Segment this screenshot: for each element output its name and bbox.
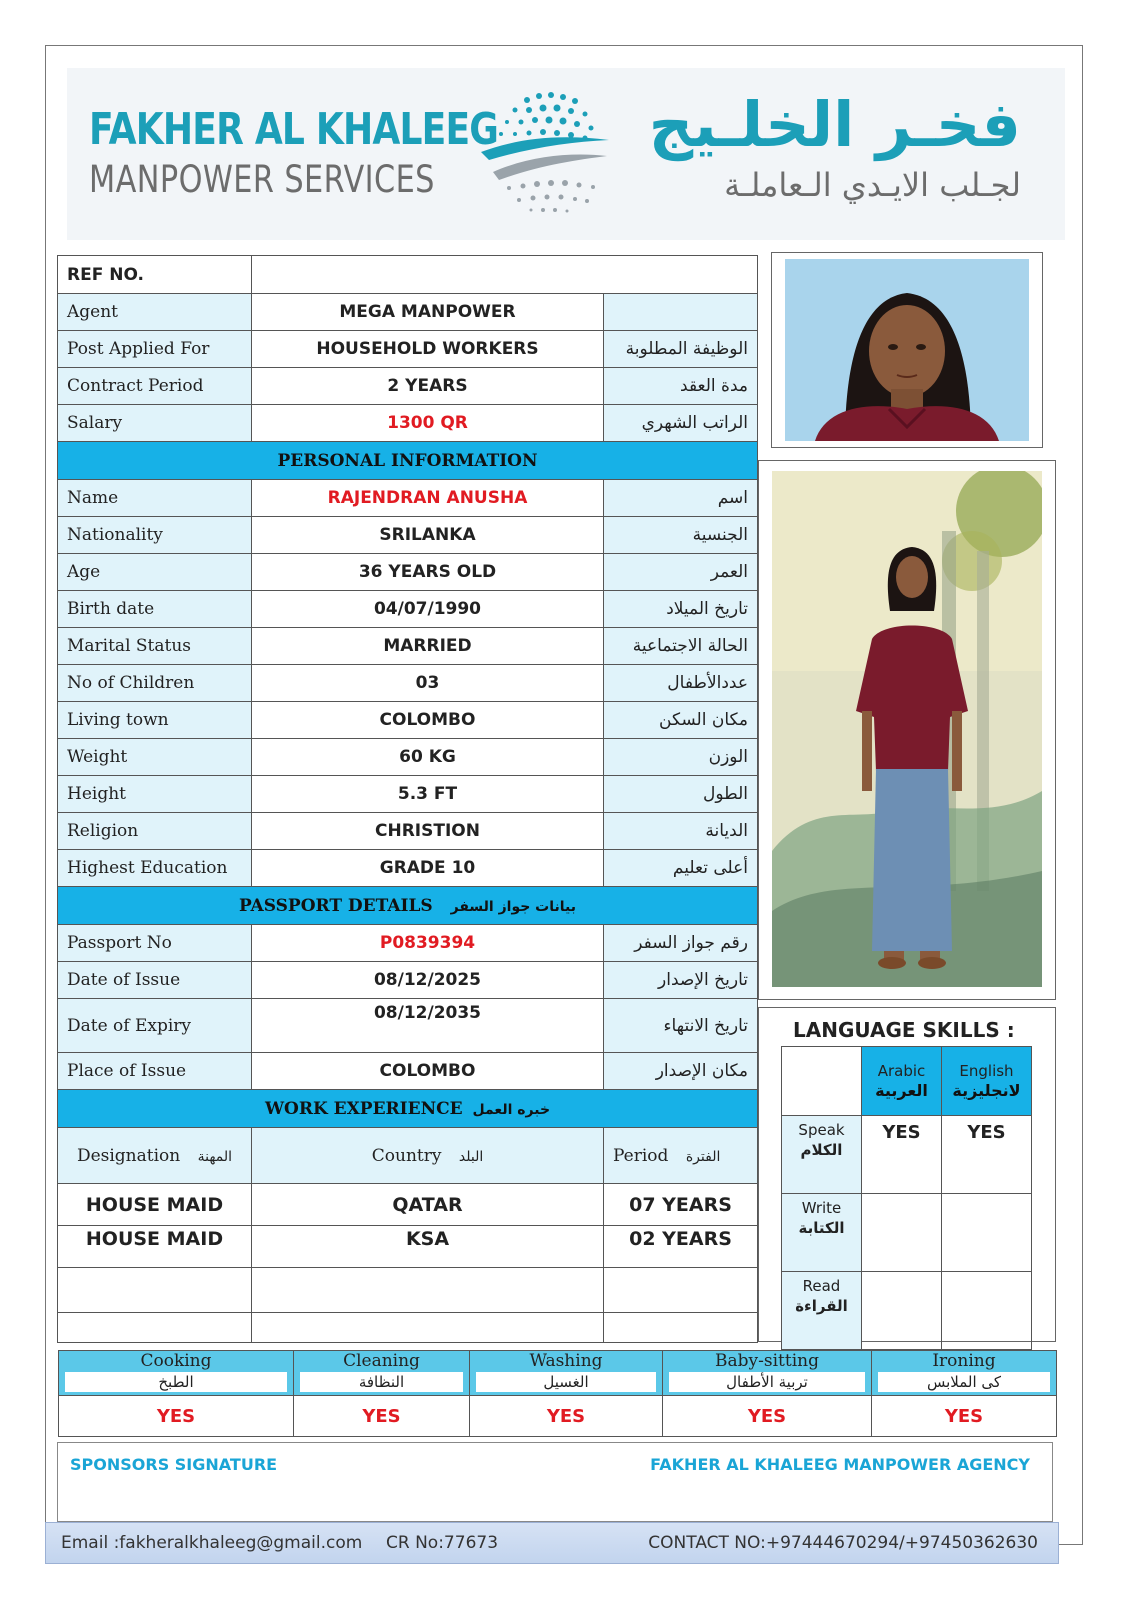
weight-label: Weight: [58, 739, 252, 776]
full-body-photo: [758, 460, 1056, 1000]
skill-cooking-ar: الطبخ: [65, 1372, 287, 1392]
work-header-row: [58, 1128, 758, 1184]
section-header: [58, 887, 758, 925]
table-row: [58, 1053, 758, 1090]
ref-value: [252, 256, 758, 294]
issue-date-value: 08/12/2025: [252, 962, 604, 999]
salary-value: 1300 QR: [252, 405, 604, 442]
table-row: [58, 962, 758, 999]
education-value: GRADE 10: [252, 850, 604, 887]
table-row: [58, 405, 758, 442]
table-row: [58, 925, 758, 962]
education-label-ar: أعلى تعليم: [604, 850, 758, 887]
children-label-ar: عددالأطفال: [604, 665, 758, 702]
read-label-ar: القراءة: [795, 1297, 848, 1315]
language-skills-box: [758, 1007, 1056, 1342]
table-row: [58, 1226, 758, 1268]
speak-label-ar: الكلام: [800, 1141, 843, 1159]
weight-label-ar: الوزن: [604, 739, 758, 776]
expiry-date-value: 08/12/2035: [252, 999, 604, 1053]
company-subtitle-ar: لجـلب الايـدي الـعاملـة: [724, 166, 1021, 204]
globe-logo-icon: [479, 86, 613, 222]
name-label: Name: [58, 480, 252, 517]
education-label: Highest Education: [58, 850, 252, 887]
nationality-value: SRILANKA: [252, 517, 604, 554]
designation-header: Designation: [76, 1145, 181, 1166]
table-row: [58, 517, 758, 554]
expiry-date-label: Date of Expiry: [58, 999, 252, 1053]
agent-label-ar: [604, 294, 758, 331]
salary-label: Salary: [58, 405, 252, 442]
read-arabic-value: [862, 1272, 942, 1350]
designation-header-ar: المهنة: [197, 1148, 233, 1165]
write-row-label: [782, 1194, 862, 1272]
empty-row: [58, 1268, 758, 1313]
english-header-en: English: [959, 1062, 1014, 1080]
age-value: 36 YEARS OLD: [252, 554, 604, 591]
arabic-column-header: [862, 1047, 942, 1116]
skill-babysitting-value: YES: [663, 1396, 872, 1437]
period-header: Period: [613, 1145, 669, 1166]
language-skills-title: LANGUAGE SKILLS :: [793, 1018, 1015, 1042]
skill-ironing-header: [872, 1351, 1057, 1396]
footer-bar: [45, 1522, 1059, 1564]
children-value: 03: [252, 665, 604, 702]
agent-label: Agent: [58, 294, 252, 331]
birthdate-label-ar: تاريخ الميلاد: [604, 591, 758, 628]
post-value: HOUSEHOLD WORKERS: [252, 331, 604, 368]
write-label-ar: الكتابة: [798, 1219, 845, 1237]
speak-arabic-value: YES: [862, 1116, 942, 1194]
agency-signature-label: FAKHER AL KHALEEG MANPOWER AGENCY: [650, 1455, 1030, 1474]
table-row: [58, 665, 758, 702]
table-row: [58, 554, 758, 591]
religion-value: CHRISTION: [252, 813, 604, 850]
arabic-header-en: Arabic: [877, 1062, 926, 1080]
skill-cleaning-header: [294, 1351, 470, 1396]
company-name-ar: فخـر الخلـيج: [648, 88, 1021, 161]
section-header: [58, 1090, 758, 1128]
table-row: [58, 813, 758, 850]
work-period: 07 YEARS: [604, 1184, 758, 1226]
footer-contact: CONTACT NO:+97444670294/+97450362630: [648, 1533, 1038, 1553]
write-english-value: [942, 1194, 1032, 1272]
company-header: [67, 68, 1065, 240]
post-label: Post Applied For: [58, 331, 252, 368]
skill-cooking-en: Cooking: [140, 1351, 212, 1371]
work-title-ar: خبره العمل: [472, 1101, 551, 1118]
country-header: Country: [371, 1145, 442, 1166]
table-row: [58, 1184, 758, 1226]
skill-ironing-en: Ironing: [932, 1351, 996, 1371]
place-issue-label: Place of Issue: [58, 1053, 252, 1090]
skill-washing-en: Washing: [529, 1351, 603, 1371]
marital-value: MARRIED: [252, 628, 604, 665]
birthdate-label: Birth date: [58, 591, 252, 628]
height-value: 5.3 FT: [252, 776, 604, 813]
skill-ironing-value: YES: [872, 1396, 1057, 1437]
ref-row: [58, 256, 758, 294]
work-country: QATAR: [252, 1184, 604, 1226]
read-english-value: [942, 1272, 1032, 1350]
skill-babysitting-en: Baby-sitting: [715, 1351, 819, 1371]
sponsor-signature-label: SPONSORS SIGNATURE: [70, 1455, 278, 1474]
work-country: KSA: [252, 1226, 604, 1268]
table-row: [58, 591, 758, 628]
table-row: [58, 702, 758, 739]
weight-value: 60 KG: [252, 739, 604, 776]
cv-table: [57, 255, 758, 1343]
table-row: [58, 739, 758, 776]
skills-table: [58, 1350, 1057, 1437]
contract-label: Contract Period: [58, 368, 252, 405]
skill-ironing-ar: کی الملابس: [878, 1372, 1050, 1392]
skill-cleaning-value: YES: [294, 1396, 470, 1437]
footer-email: Email :fakheralkhaleeg@gmail.com: [61, 1533, 363, 1553]
salary-label-ar: الراتب الشهري: [604, 405, 758, 442]
full-body-image: [772, 471, 1042, 987]
marital-label-ar: الحالة الاجتماعية: [604, 628, 758, 665]
write-arabic-value: [862, 1194, 942, 1272]
skill-washing-value: YES: [470, 1396, 663, 1437]
skill-cleaning-ar: النظافة: [300, 1372, 463, 1392]
portrait-image: [785, 259, 1029, 441]
passport-title: PASSPORT DETAILS: [239, 895, 433, 916]
children-label: No of Children: [58, 665, 252, 702]
write-label-en: Write: [801, 1199, 842, 1217]
religion-label: Religion: [58, 813, 252, 850]
work-section-title: [58, 1090, 758, 1128]
table-row: [58, 776, 758, 813]
empty-row: [58, 1313, 758, 1343]
place-issue-label-ar: مكان الإصدار: [604, 1053, 758, 1090]
skill-babysitting-header: [663, 1351, 872, 1396]
footer-cr-number: CR No:77673: [386, 1533, 499, 1553]
table-row: [58, 850, 758, 887]
language-corner-cell: [782, 1047, 862, 1116]
read-row-label: [782, 1272, 862, 1350]
passport-photo: [771, 252, 1043, 448]
marital-label: Marital Status: [58, 628, 252, 665]
passport-section-title: [58, 887, 758, 925]
speak-row-label: [782, 1116, 862, 1194]
town-label: Living town: [58, 702, 252, 739]
passport-no-value: P0839394: [252, 925, 604, 962]
name-label-ar: اسم: [604, 480, 758, 517]
skill-cooking-header: [59, 1351, 294, 1396]
height-label: Height: [58, 776, 252, 813]
issue-date-label-ar: تاريخ الإصدار: [604, 962, 758, 999]
company-name-en: FAKHER AL KHALEEG: [89, 104, 499, 155]
table-row: [58, 480, 758, 517]
age-label-ar: العمر: [604, 554, 758, 591]
period-header-ar: الفترة: [685, 1148, 721, 1165]
skill-cooking-value: YES: [59, 1396, 294, 1437]
english-column-header: [942, 1047, 1032, 1116]
contract-value: 2 YEARS: [252, 368, 604, 405]
post-label-ar: الوظيفة المطلوبة: [604, 331, 758, 368]
passport-no-label: Passport No: [58, 925, 252, 962]
skill-cleaning-en: Cleaning: [343, 1351, 420, 1371]
expiry-date-label-ar: تاريخ الانتهاء: [604, 999, 758, 1053]
issue-date-label: Date of Issue: [58, 962, 252, 999]
signature-box: [57, 1442, 1053, 1522]
language-table: [781, 1046, 1032, 1350]
speak-label-en: Speak: [798, 1121, 845, 1139]
english-header-ar: لانجليزية: [952, 1081, 1021, 1100]
skill-washing-header: [470, 1351, 663, 1396]
birthdate-value: 04/07/1990: [252, 591, 604, 628]
personal-info-title: PERSONAL INFORMATION: [58, 442, 758, 480]
passport-no-label-ar: رقم جواز السفر: [604, 925, 758, 962]
table-row: [58, 331, 758, 368]
read-label-en: Read: [802, 1277, 841, 1295]
nationality-label: Nationality: [58, 517, 252, 554]
table-row: [58, 628, 758, 665]
work-title: WORK EXPERIENCE: [264, 1098, 463, 1119]
agent-value: MEGA MANPOWER: [252, 294, 604, 331]
country-header-ar: البلد: [458, 1148, 484, 1165]
passport-title-ar: بيانات جواز السفر: [450, 898, 576, 915]
contract-label-ar: مدة العقد: [604, 368, 758, 405]
skill-babysitting-ar: تربية الأطفال: [669, 1372, 865, 1392]
religion-label-ar: الديانة: [604, 813, 758, 850]
place-issue-value: COLOMBO: [252, 1053, 604, 1090]
arabic-header-ar: العربية: [875, 1081, 928, 1100]
skill-washing-ar: الغسيل: [476, 1372, 656, 1392]
age-label: Age: [58, 554, 252, 591]
ref-label: REF NO.: [58, 256, 252, 294]
work-designation: HOUSE MAID: [58, 1226, 252, 1268]
work-period: 02 YEARS: [604, 1226, 758, 1268]
work-designation: HOUSE MAID: [58, 1184, 252, 1226]
table-row: [58, 999, 758, 1053]
speak-english-value: YES: [942, 1116, 1032, 1194]
town-value: COLOMBO: [252, 702, 604, 739]
town-label-ar: مكان السكن: [604, 702, 758, 739]
name-value: RAJENDRAN ANUSHA: [252, 480, 604, 517]
nationality-label-ar: الجنسية: [604, 517, 758, 554]
table-row: [58, 294, 758, 331]
table-row: [58, 368, 758, 405]
section-header: [58, 442, 758, 480]
height-label-ar: الطول: [604, 776, 758, 813]
company-subtitle-en: MANPOWER SERVICES: [89, 158, 435, 201]
